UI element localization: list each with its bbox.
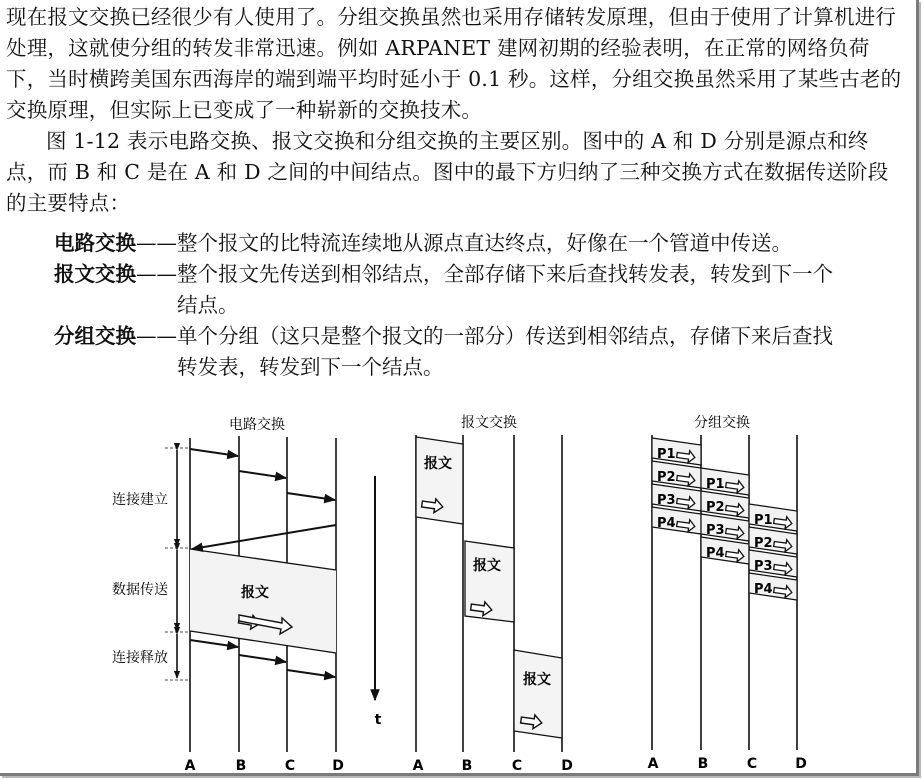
definition-circuit-switching [54, 228, 914, 259]
packet-label: P4 [754, 582, 773, 597]
circuit-panel-title: 电路交换 [229, 417, 285, 433]
node-label-a: A [412, 758, 424, 773]
packet-label: P1 [706, 477, 725, 492]
definition-text: 整个报文的比特流连续地从源点直达终点，好像在一个管道中传送。 [177, 231, 792, 255]
definition-term: 报文交换 [54, 262, 136, 286]
packet-row-ab [652, 438, 701, 534]
packet-row-cd [749, 504, 797, 600]
paragraph-figure-intro: 图 1-12 表示电路交换、报文交换和分组交换的主要区别。图中的 A 和 D 分别是源点和终点，而 B 和 C 是在 A 和 D 之间的中间结点。图中的最下方归纳了三种交换方式在数据传送阶段的主要特点： [6, 129, 889, 215]
node-label-c: C [284, 758, 296, 773]
node-label-b: B [697, 756, 709, 772]
definition-dash: —— [136, 262, 177, 286]
definition-term: 电路交换 [54, 231, 136, 255]
packet-label: P4 [706, 546, 725, 561]
packet-label: P4 [657, 516, 676, 531]
node-label-b: B [461, 758, 473, 773]
phase-data-transfer: 数据传送 [112, 582, 168, 598]
node-label-d: D [332, 758, 344, 773]
paragraph-message-switching: 现在报文交换已经很少有人使用了。分组交换虽然也采用存储转发原理，但由于使用了计算机进行处理，这就使分组的转发非常迅速。例如 ARPANET 建网初期的经验表明，在正常的网络负荷下，当时横跨美国东西海岸的端到端平均时延小于 0.1 秒。这样，分组交换虽然采用了某些古老的交换原理，但实际上已变成了一种崭新的交换技术。 [6, 5, 902, 122]
definition-message-switching [54, 259, 914, 321]
node-label-d: D [795, 756, 807, 772]
message-label-2: 报文 [473, 558, 501, 574]
packet-panel-title: 分组交换 [694, 415, 750, 431]
message-label-3: 报文 [523, 672, 551, 688]
definition-continuation: 转发表，转发到下一个结点。 [177, 355, 444, 379]
definition-dash: —— [136, 231, 177, 255]
switching-comparison-figure [0, 400, 916, 773]
packet-switching-panel [648, 414, 807, 772]
message-label-1: 报文 [424, 456, 452, 472]
packet-label: P2 [706, 500, 725, 515]
definition-dash: —— [136, 324, 177, 348]
packet-label: P2 [754, 536, 773, 551]
circuit-switching-panel [112, 416, 344, 773]
node-label-b: B [235, 758, 247, 773]
packet-label: P3 [754, 559, 773, 574]
time-axis [375, 476, 382, 728]
definition-continuation: 结点。 [177, 293, 239, 317]
time-axis-label: t [374, 712, 382, 728]
definition-packet-switching [54, 321, 914, 383]
node-label-d: D [561, 758, 573, 773]
phase-connection-setup: 连接建立 [112, 492, 168, 508]
packet-row-bc [701, 468, 749, 564]
definition-text: 整个报文先传送到相邻结点，全部存储下来后查找转发表，转发到下一个 [177, 262, 833, 286]
node-label-c: C [511, 758, 523, 773]
packet-label: P1 [754, 513, 773, 528]
node-label-c: C [746, 756, 758, 772]
packet-label: P2 [657, 470, 676, 485]
node-label-a: A [184, 758, 196, 773]
packet-label: P1 [657, 447, 676, 462]
packet-label: P3 [706, 523, 725, 538]
packet-label: P3 [657, 493, 676, 508]
phase-connection-release: 连接释放 [112, 650, 168, 666]
definition-text: 单个分组（这只是整个报文的一部分）传送到相邻结点，存储下来后查找 [177, 324, 833, 348]
definition-term: 分组交换 [54, 324, 136, 348]
message-panel-title: 报文交换 [461, 415, 517, 431]
circuit-message-label: 报文 [241, 585, 269, 601]
node-label-a: A [647, 756, 659, 772]
message-switching-panel [413, 414, 573, 773]
